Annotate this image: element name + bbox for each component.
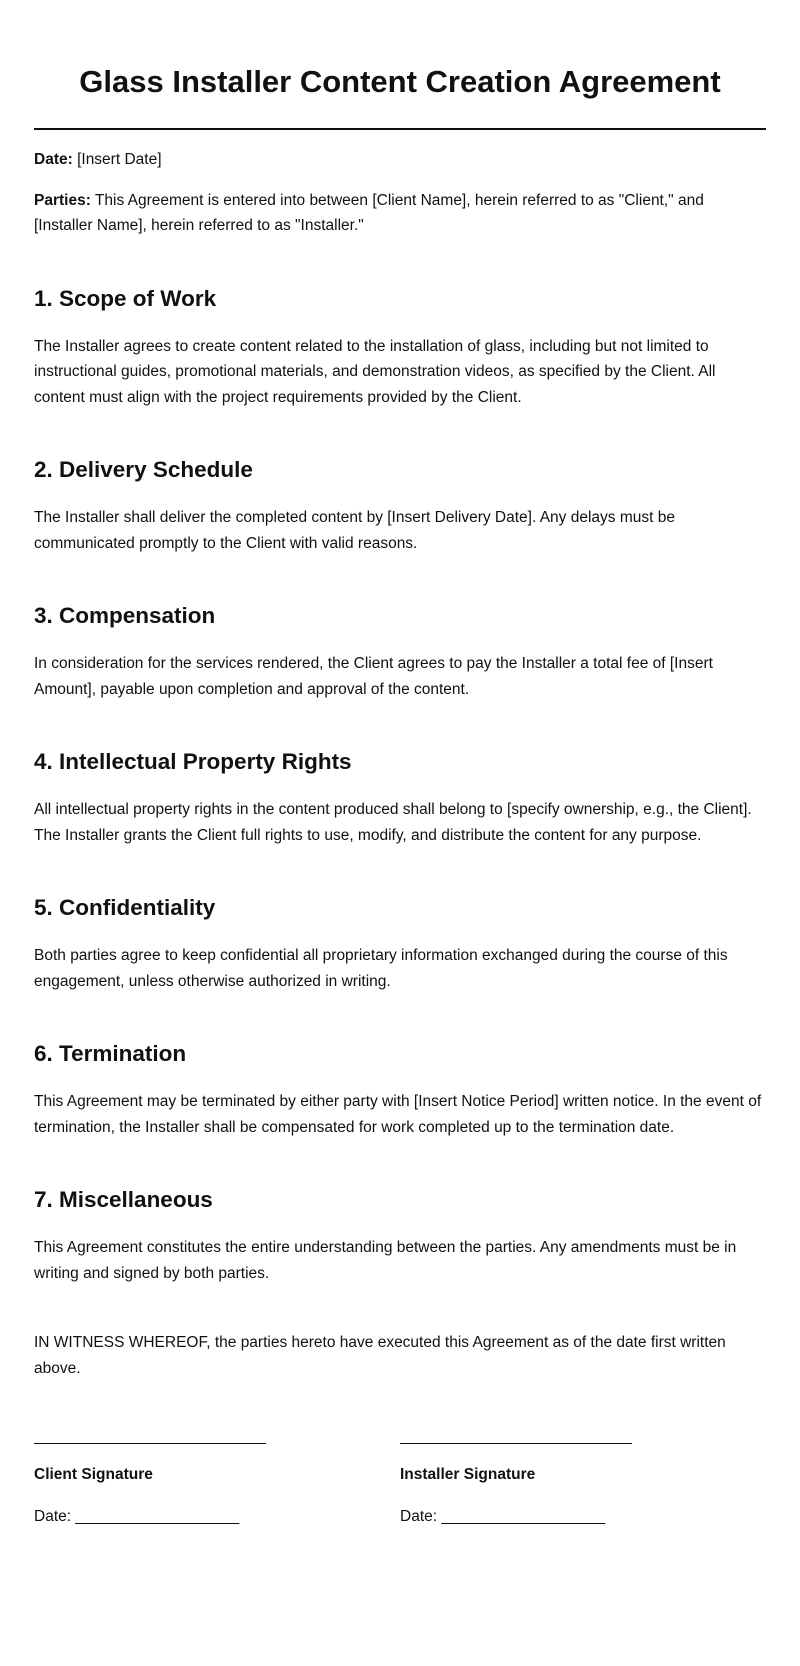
section-miscellaneous <box>34 1185 766 1286</box>
section-heading: 4. Intellectual Property Rights <box>34 749 352 774</box>
client-signature-date: Date: ___________________ <box>34 1508 240 1525</box>
client-signature-line <box>34 1427 266 1444</box>
section-termination <box>34 1039 766 1140</box>
section-intellectual-property <box>34 747 766 848</box>
client-signature-label: Client Signature <box>34 1466 153 1483</box>
section-body: The Installer shall deliver the completed content by [Insert Delivery Date]. Any delays must be communicated promptly to the Client with valid reasons. <box>34 509 675 552</box>
date-label: Date: <box>34 151 73 168</box>
section-body: The Installer agrees to create content related to the installation of glass, including but not limited to instructional guides, promotional materials, and demonstration videos, as specified by the Client. All content must align with the project requirements provided by the Client. <box>34 337 716 406</box>
section-heading: 7. Miscellaneous <box>34 1187 213 1212</box>
section-body: All intellectual property rights in the content produced shall belong to [specify ownership, e.g., the Client]. The Installer grants the Client full rights to use, modify, and distribute the content for any purpose. <box>34 801 752 844</box>
section-heading: 1. Scope of Work <box>34 285 217 311</box>
installer-signature-date: Date: ___________________ <box>400 1508 606 1525</box>
installer-signature-label: Installer Signature <box>400 1466 536 1483</box>
parties-label: Parties: <box>34 191 91 209</box>
section-confidentiality <box>34 893 766 994</box>
section-body: This Agreement may be terminated by either party with [Insert Notice Period] written notice. In the event of termination, the Installer shall be compensated for work completed up to the termination date. <box>34 1093 762 1136</box>
page-title: Glass Installer Content Creation Agreement <box>34 0 766 130</box>
section-scope-of-work <box>34 284 766 411</box>
section-body: In consideration for the services rendered, the Client agrees to pay the Installer a total fee of [Insert Amount], payable upon completion and approval of the content. <box>34 655 713 698</box>
installer-signature-block <box>400 1427 766 1528</box>
agreement-parties <box>34 188 766 239</box>
section-heading: 3. Compensation <box>34 603 216 628</box>
section-heading: 2. Delivery Schedule <box>34 457 253 482</box>
installer-signature-line <box>400 1427 632 1444</box>
signature-area <box>34 1427 766 1528</box>
date-value: [Insert Date] <box>77 151 162 168</box>
client-signature-block <box>34 1427 400 1528</box>
section-heading: 6. Termination <box>34 1041 187 1066</box>
section-compensation <box>34 601 766 702</box>
section-body: This Agreement constitutes the entire understanding between the parties. Any amendments must be in writing and signed by both parties. <box>34 1239 737 1282</box>
agreement-date <box>34 147 766 173</box>
witness-clause: IN WITNESS WHEREOF, the parties hereto have executed this Agreement as of the date first written above. <box>34 1334 726 1377</box>
section-body: Both parties agree to keep confidential all proprietary information exchanged during the course of this engagement, unless otherwise authorized in writing. <box>34 947 728 990</box>
section-delivery-schedule <box>34 455 766 556</box>
parties-text: This Agreement is entered into between [Client Name], herein referred to as "Client," and [Installer Name], herein referred to as "Installer." <box>34 191 704 234</box>
section-heading: 5. Confidentiality <box>34 895 216 920</box>
